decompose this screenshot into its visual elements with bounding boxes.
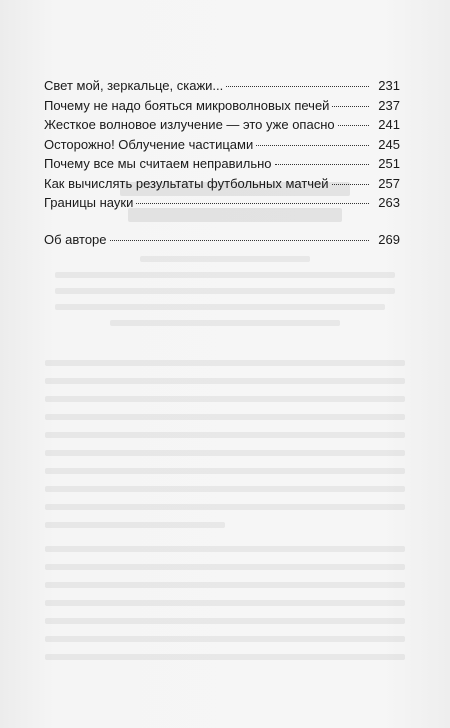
table-of-contents [44, 76, 400, 249]
toc-entry [44, 96, 400, 116]
toc-leader-dots [110, 240, 369, 241]
toc-leader-dots [256, 145, 369, 146]
toc-entry [44, 154, 400, 174]
toc-entry-title: Границы науки [44, 195, 134, 210]
toc-entry-title: Об авторе [44, 231, 107, 247]
toc-entry [44, 174, 400, 194]
toc-entry-title: Почему не надо бояться микроволновых печей [44, 97, 330, 113]
toc-entry-page: 269 [378, 231, 400, 247]
toc-entry-page: 231 [378, 78, 400, 93]
toc-entry-about-author [44, 230, 400, 250]
toc-entry-page: 257 [378, 175, 400, 191]
toc-entry-title: Свет мой, зеркальце, скажи... [44, 78, 224, 93]
toc-entry [44, 76, 400, 96]
toc-leader-dots [136, 203, 369, 204]
toc-leader-dots [275, 164, 369, 165]
toc-entry-title: Почему все мы считаем неправильно [44, 156, 272, 171]
toc-entry [44, 135, 400, 155]
toc-entry [44, 115, 400, 135]
toc-entry-page: 245 [378, 136, 400, 152]
toc-leader-dots [338, 125, 369, 126]
toc-entry-title: Жесткое волновое излучение — это уже опасно [44, 117, 335, 132]
toc-entry-page: 241 [378, 117, 400, 132]
toc-section-gap [44, 213, 400, 230]
toc-entry-page: 237 [378, 97, 400, 113]
toc-entry-title: Осторожно! Облучение частицами [44, 136, 254, 152]
toc-leader-dots [226, 86, 369, 87]
toc-entry-page: 251 [378, 156, 400, 171]
toc-entry-title: Как вычислять результаты футбольных матчей [44, 175, 329, 191]
toc-leader-dots [332, 106, 369, 107]
toc-leader-dots [332, 184, 369, 185]
toc-entry-page: 263 [378, 195, 400, 210]
toc-entry [44, 193, 400, 213]
